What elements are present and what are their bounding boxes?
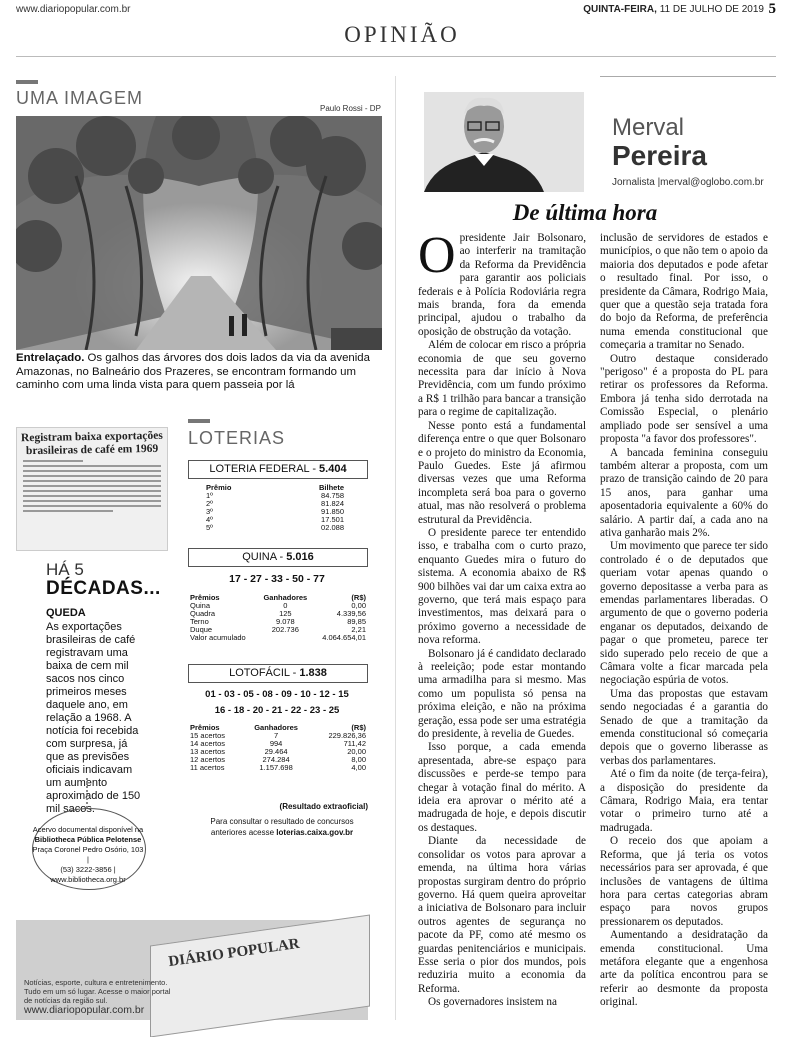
promo-logo: DIÁRIO POPULAR [167, 935, 301, 971]
page-number: 5 [768, 1, 776, 17]
column-divider [395, 76, 396, 1020]
page-header [0, 0, 804, 20]
premio: 15 acertos [190, 731, 226, 740]
acervo-line: Acervo documental disponível na [32, 825, 144, 834]
acervo-library: Bibliotheca Pública Pelotense [34, 835, 142, 844]
acervo-address: Praça Coronel Pedro Osório, 103 | [32, 845, 144, 864]
image-kicker: UMA IMAGEM [16, 88, 144, 108]
paragraph: Um movimento que parece ter sido controlado é o de deputados que queriam votar apenas quando o governo depositasse a verba para as emendas parlamentares liberadas. O argumento de que o governo poderia enganar os deputados, deixando de pagar o que prometeu, parece ter sido superado pelo receio de que a Câmara volte a ficar marcada pela negociação espúria de votos. [600, 540, 768, 687]
tree-tunnel-photo [16, 116, 382, 350]
col-premios: Prêmios [190, 723, 220, 732]
author-last-name: Pereira [612, 140, 707, 171]
article-column-2 [600, 232, 768, 1010]
author-role[interactable]: Jornalista |merval@oglobo.com.br [612, 177, 764, 188]
quina-title-prefix: QUINA - [242, 551, 287, 563]
paragraph: Além de colocar em risco a própria economia de que seu governo necessita para dar início à Nova Previdência, com um fundo próximo a R$ 1 trilhão para bancar a transição para o regime de capitalização. [418, 339, 586, 419]
acervo-info [32, 825, 144, 885]
decadas-title: DÉCADAS... [46, 578, 161, 599]
premio: 4º [206, 515, 213, 524]
weekday: QUINTA-FEIRA, [583, 4, 657, 15]
site-url[interactable]: www.diariopopular.com.br [16, 4, 131, 15]
author-first-name: Merval [612, 114, 685, 141]
valor: 4.064.654,01 [322, 633, 366, 642]
ganhadores: 994 [269, 739, 283, 748]
premio: 5º [206, 523, 213, 532]
bilhete: 91.850 [321, 507, 344, 516]
clipping-headline: Registram baixa exportações brasileiras de café em 1969 [20, 429, 163, 458]
bilhete: 84.758 [321, 491, 344, 500]
premio: 14 acertos [190, 739, 226, 748]
consultar-note [196, 816, 368, 838]
premio: 12 acertos [190, 755, 226, 764]
loterias-link[interactable]: loterias.caixa.gov.br [276, 828, 354, 837]
lotofacil-number: 1.838 [299, 667, 327, 679]
bilhete: 81.824 [321, 499, 344, 508]
paragraph: Uma das propostas que estavam sendo negociadas é a garantia do Senado de que a tramitação da emenda constitucional só começaria depois que o governo liberasse as verbas dos parlamentares. [600, 687, 768, 767]
premio: 11 acertos [190, 763, 225, 772]
promo-text: Notícias, esporte, cultura e entretenimento. Tudo em um só lugar. Acesse o maior portal de notícias da região sul. [24, 978, 171, 1005]
acervo-phone: (53) 3222-3856 | [60, 865, 116, 874]
valor: 711,42 [343, 739, 366, 748]
ganhadores [258, 634, 312, 642]
lotofacil-title-prefix: LOTOFÁCIL - [229, 667, 300, 679]
article-column-1 [418, 227, 586, 1010]
ganhadores: 7 [274, 731, 279, 740]
consultar-text: Para consultar o resultado de concursos anteriores acesse [210, 817, 354, 837]
col-premios: Prêmios [190, 593, 220, 602]
lotofacil-numbers-2: 16 - 18 - 20 - 21 - 22 - 23 - 25 [214, 705, 340, 716]
ganhadores: 274.284 [262, 755, 290, 764]
newspaper-clipping [16, 427, 168, 551]
federal-title-prefix: LOTERIA FEDERAL - [209, 463, 320, 475]
date: 11 DE JULHO DE 2019 [659, 4, 764, 15]
premio: 2º [206, 499, 213, 508]
col-ganhadores: Ganhadores [263, 593, 308, 602]
col-valor: (R$) [351, 723, 366, 732]
loterias-kicker: LOTERIAS [188, 428, 286, 448]
paragraph: O receio dos que apoiam a Reforma, que já teria os votos necessários para ser aprovada, é que inclusões de vantagens de última hora para certas categorias abram espaço para novos grupos pressionarem os deputados. [600, 835, 768, 928]
photo-caption [16, 352, 378, 393]
decadas-ha: HÁ 5 [46, 560, 84, 579]
ganhadores: 9.078 [275, 617, 295, 626]
premio: Valor acumulado [190, 633, 246, 642]
paragraph: Outro destaque considerado "perigoso" é a proposta do PL para retirar os professores da Reforma. Embora já tenha sido derrotada na Comissão Especial, o plenário ampliado pode ser sensível a uma proposta "a favor dos professores". [600, 352, 768, 446]
acervo-url[interactable]: www.bibliotheca.org.br [50, 875, 126, 884]
federal-number: 5.404 [319, 463, 347, 475]
kicker-bar [16, 80, 38, 84]
paragraph: Nesse ponto está a fundamental diferença entre o que quer Bolsonaro e o projeto do ministro da Economia, Paulo Guedes. Este já afirmou diversas vezes que uma Reforma incompleta será boa para o governo atual, mas não resolverá o problema estrutural da Previdência. [418, 419, 586, 526]
premio: Terno [190, 617, 209, 626]
paragraph: Bolsonaro já é candidato declarado à reeleição; pode estar montando uma armadilha para si mesmo. Mas como um populista só pensa na próxima eleição, e não na próxima geração, essa pode ser uma estratégia do presidente, à revelia de Guedes. [418, 647, 586, 741]
caption-text: Os galhos das árvores dos dois lados da via da avenida Amazonas, no Balneário dos Prazeres, se encontram formando um caminho com uma linda vista para quem passeia por lá [16, 352, 370, 391]
article-title: De última hora [512, 200, 658, 225]
premio: Quina [190, 601, 211, 610]
ganhadores: 0 [283, 601, 288, 610]
table-row [190, 764, 366, 772]
premio: Duque [190, 625, 213, 634]
paragraph: Até o fim da noite (de terça-feira), a disposição do presidente da Câmara, Rodrigo Maia, era tentar votar o primeiro turno até a madrugada. [600, 768, 768, 834]
portrait-illustration [424, 92, 584, 192]
col-premio: Prêmio [206, 483, 232, 492]
valor: 20,00 [347, 747, 366, 756]
paragraph: Diante da necessidade de consolidar os votos para aprovar a emenda, na última hora várias propostas surgiram dentro do próprio governo. Há quem queira aproveitar a iniciativa de Bolsonaro para incluir outros agentes de segurança no pacote da PF, como até mesmo os guardas penitenciários e municipais. Esse seria o pior dos mundos, pois reduziria muito a economia da Reforma. [418, 835, 586, 995]
date-line [583, 4, 764, 15]
valor: 229.826,36 [328, 731, 366, 740]
photo-credit: Paulo Rossi - DP [320, 104, 381, 113]
federal-table [190, 484, 366, 532]
ganhadores: 202.736 [271, 625, 299, 634]
valor: 89,85 [347, 617, 366, 626]
premio: 1º [206, 491, 213, 500]
quina-numbers: 17 - 27 - 33 - 50 - 77 [229, 573, 325, 585]
quina-table [190, 594, 366, 642]
quina-number: 5.016 [286, 551, 314, 563]
lotofacil-title [188, 664, 368, 683]
author-rule [600, 76, 776, 77]
lotofacil-numbers-1: 01 - 03 - 05 - 08 - 09 - 10 - 12 - 15 [205, 689, 349, 700]
paragraph [418, 227, 586, 339]
caption-lead: Entrelaçado. [16, 352, 85, 364]
paragraph: Aumentando a desidratação da emenda constitucional. Uma metáfora elegante que a engenhosa arte da política encontrou para se referir ao desmonte da proposta original. [600, 929, 768, 1009]
ganhadores: 1.157.698 [259, 763, 293, 772]
premio: 13 acertos [190, 747, 226, 756]
dropcap: O [418, 227, 456, 284]
paragraph: Os governadores insistem na [428, 996, 557, 1009]
valor: 4.339,56 [336, 609, 366, 618]
col-ganhadores: Ganhadores [254, 723, 298, 732]
bilhete: 02.088 [321, 523, 344, 532]
paragraph: inclusão de servidores de estados e municípios, o que não tem o apoio da maioria dos deputados e pode afetar o resultado final. Por isso, o presidente da Câmara, Rodrigo Maia, quer que a questão seja tratada fora do bojo da Reforma, de preferência numa emenda constitucional que começaria a tramitar no Senado. [600, 232, 768, 352]
quina-title [188, 548, 368, 567]
header-divider [16, 56, 776, 57]
clipping-text-lines [17, 460, 167, 512]
valor: 8,00 [351, 755, 366, 764]
paragraph-text: presidente Jair Bolsonaro, ao interferir na tramitação da Reforma da Previdência para garantir aos policiais federais e à Polícia Rodoviária regra mais branda, fora da emenda principal, ajudou o trabalho da oposição de obstrução da votação. [418, 232, 586, 338]
dotted-connector [86, 778, 90, 808]
paragraph: O presidente parece ter entendido isso, e trabalha com o curto prazo, enquanto Guedes mira o futuro do sistema. A economia abaixo de R$ 900 bilhões vai dar um caixa extra ao governo, que terá mais espaço para investimentos, mas deixará para o próximo governo a necessidade de nova reforma. [418, 526, 586, 647]
valor: 4,00 [351, 763, 366, 772]
section-title: OPINIÃO [344, 22, 460, 47]
premio: Quadra [190, 609, 216, 618]
photo-illustration [16, 116, 382, 350]
col-bilhete: Bilhete [318, 483, 344, 492]
ganhadores: 125 [279, 609, 292, 618]
author-portrait [424, 92, 584, 192]
col-valor: (R$) [351, 593, 366, 602]
decadas-text: As exportações brasileiras de café registravam uma baixa de cem mil sacos nos cinco primeiros meses daquele ano, em relação a 1968. A notícia foi recebida com surpresa, já que as previsões oficiais indicavam um aumento aproximado de 150 mil sacos. [46, 621, 141, 815]
table-row [190, 524, 366, 532]
kicker-bar [188, 419, 210, 423]
paragraph: A bancada feminina conseguiu também alterar a proposta, com um prazo de transição caindo de 20 para 15 anos, para ganhar uma aposentadoria equivalente a 60% do salário. A partir daí, a cada ano na ativa ganharão mais 2%. [600, 446, 768, 539]
premio: 3º [206, 507, 213, 516]
table-row [190, 634, 366, 642]
ganhadores: 29.464 [264, 747, 288, 756]
promo-url[interactable]: www.diariopopular.com.br [24, 1004, 145, 1016]
decadas-subtitle: QUEDA [46, 607, 86, 619]
valor: 0,00 [351, 601, 366, 610]
lotofacil-table [190, 724, 366, 772]
valor: 2,21 [351, 625, 366, 634]
resultado-note: (Resultado extraoficial) [279, 802, 368, 811]
federal-title [188, 460, 368, 479]
paragraph: Isso porque, a cada emenda apresentada, abre-se espaço para discussões e perde-se tempo para chegar à votação final do mérito. A ideia era aprovar o mérito até a madrugada de hoje, e depois discutir os destaques. [418, 741, 586, 834]
bilhete: 17.501 [321, 515, 344, 524]
